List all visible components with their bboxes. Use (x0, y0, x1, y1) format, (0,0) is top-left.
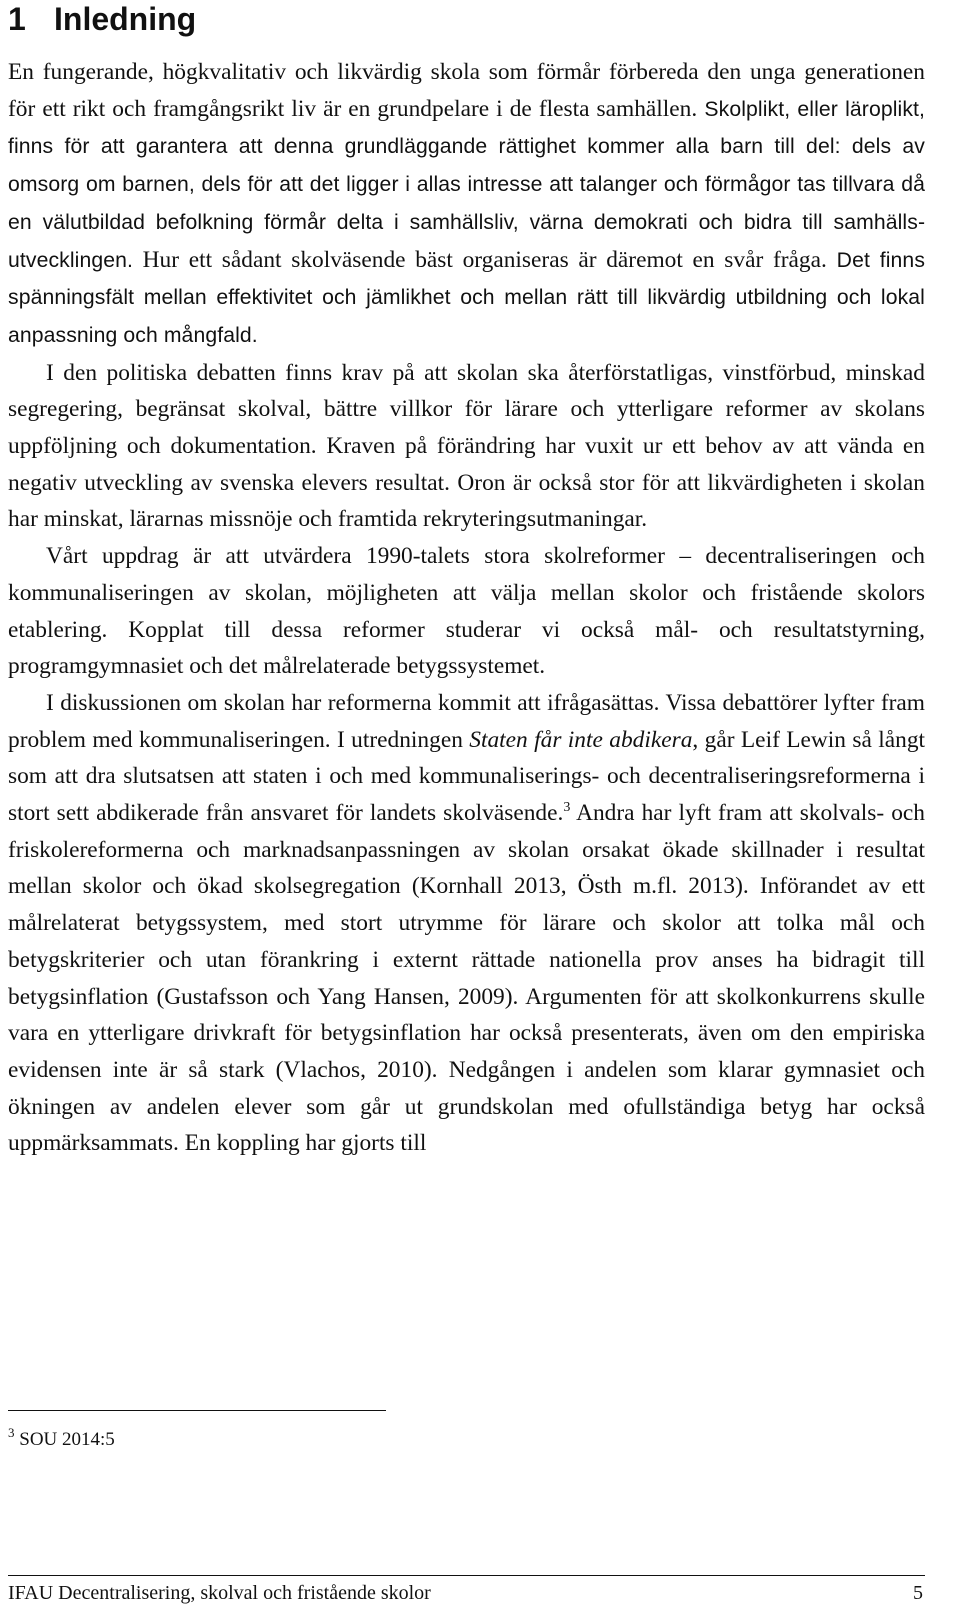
footnote-text: SOU 2014:5 (14, 1429, 115, 1450)
paragraph-4-rest: Andra har lyft fram att skolvals- och friskolereformerna och marknadsanpassningen av skolan orsakat ökade skillnader i resultat mellan skolor och ökad skolsegregation (Kornhall 2013, Östh m.fl. 2013). Införandet av ett målrelaterat betygssystem, med stort utrymme för lärare och skolor att tolka mål och betygskriterier och utan förankring i externt rättade nationella prov anses ha bidragit till betygsinflation (Gustafsson och Yang Hansen, 2009). Argumenten för att skolkonkurrens skulle vara en ytterligare drivkraft för betygsinflation har också presenterats, även om den empiriska evidensen inte är så stark (Vlachos, 2010). Nedgången i andelen som klarar gymnasiet och ökningen av andelen elever som går ut grundskolan med ofullständiga betyg har också uppmärksammats. En koppling har gjorts till (8, 800, 925, 1157)
paragraph-1-sentence-1: En fungerande, högkvalitativ och likvärdig skola som förmår förbereda den unga generationen för ett rikt och framgångsrikt liv är en grundpelare i de flesta samhällen. (8, 59, 925, 122)
paragraph-1-sentence-4: Det finns spänningsfält mellan effektivitet och jämlikhet och mellan rätt till likvärdig utbildning och lokal anpassning och mångfald. (8, 248, 926, 347)
paragraph-1-sentence-3: Hur ett sådant skolväsende bäst organiseras är däremot en svår fråga. (132, 246, 827, 273)
paragraph-3: Vårt uppdrag är att utvärdera 1990-talets stora skolreformer – decentraliseringen och kommunaliseringen av skolan, möjligheten att välja mellan skolor och fristående skolors etablering. Kopplat till dessa reformer studerar vi också mål- och resultatstyrning, programgymnasiet och det målrelaterade betygssystemet. (8, 543, 925, 680)
footnote-separator (8, 1410, 386, 1411)
paragraph-2: I den politiska debatten finns krav på att skolan ska återförstatligas, vinstförbud, minskad segregering, begränsat skolval, bättre villkor för lärare och ytterligare reformer av skolans uppföljning och dokumentation. Kraven på förändring har vuxit ur ett behov av att vända en negativ utveckling av svenska elevers resultat. Oron är också stor för att likvärdigheten i skolan har minskat, lärarnas missnöje och framtida rekryteringsutmaningar. (8, 359, 925, 533)
footnote (8, 1426, 115, 1454)
page-footer (8, 1580, 925, 1606)
paragraph-4 (8, 685, 925, 1162)
chapter-number: 1 (8, 1, 26, 37)
paragraph-1 (8, 54, 925, 355)
paragraph-1-sentence-2: Skolplikt, eller läroplikt, finns för att garantera att denna grundläggande rättighet kommer alla barn till del: dels av omsorg om barnen, dels för att det ligger i allas intresse att talanger och förmågor tas tillvara då en välutbildad befolkning förmår delta i samhällsliv, värna demokrati och bidra till samhällsutvecklingen. (8, 97, 926, 272)
paragraph-4-middle: , går Leif Lewin så långt som att dra slutsatsen att staten i och med kommunaliserings- och decentraliseringsreformerna i stort sett abdikerade från ansvaret för landets skolväsende. (8, 726, 926, 827)
footer-separator (8, 1575, 925, 1576)
body-text (8, 54, 925, 1162)
footnote-reference[interactable]: 3 (563, 800, 571, 816)
page-number: 5 (913, 1582, 923, 1604)
paragraph-4-intro: I diskussionen om skolan har reformerna kommit att ifrågasättas. Vissa debattörer lyfter fram problem med kommunaliseringen. I utredningen (8, 689, 925, 753)
footer-title: IFAU Decentralisering, skolval och fristående skolor (8, 1582, 431, 1604)
chapter-title: Inledning (54, 1, 197, 37)
report-title: Staten får inte abdikera (469, 726, 693, 753)
chapter-heading (8, 0, 196, 38)
footnote-number: 3 (8, 1425, 15, 1440)
